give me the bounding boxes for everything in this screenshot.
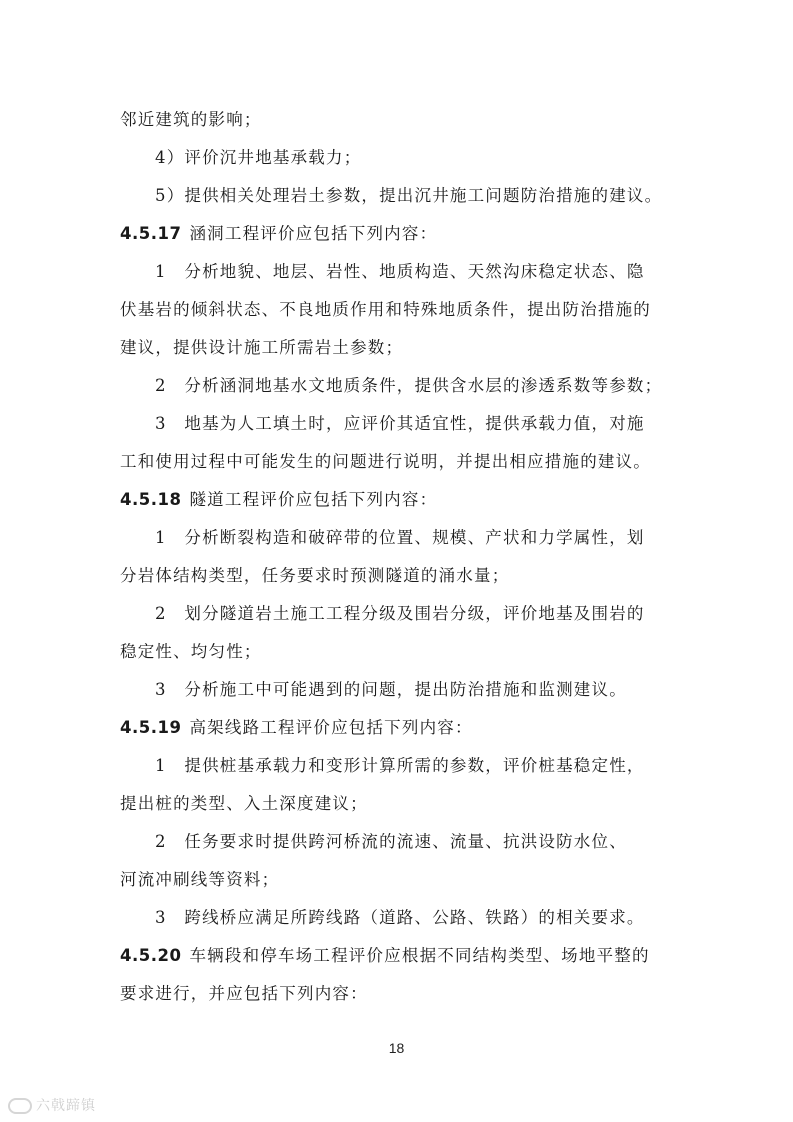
watermark-text: 六戟蹄镇 <box>36 1097 96 1113</box>
clause-title: 高架线路工程评价应包括下列内容： <box>189 718 473 737</box>
text-line: 邻近建筑的影响； <box>120 110 262 129</box>
clause-title: 隧道工程评价应包括下列内容： <box>189 490 438 509</box>
text-line: 5）提供相关处理岩土参数，提出沉井施工问题防治措施的建议。 <box>155 186 663 205</box>
watermark-logo-icon <box>8 1098 32 1114</box>
clause-title: 车辆段和停车场工程评价应根据不同结构类型、场地平整的 <box>189 946 650 965</box>
text-line: 2 分析涵洞地基水文地质条件，提供含水层的渗透系数等参数； <box>155 376 663 395</box>
clause-heading <box>120 488 680 512</box>
watermark <box>8 1095 96 1115</box>
text-line: 3 跨线桥应满足所跨线路（道路、公路、铁路）的相关要求。 <box>155 908 645 927</box>
clause-title: 涵洞工程评价应包括下列内容： <box>189 224 438 243</box>
text-line: 1 提供桩基承载力和变形计算所需的参数，评价桩基稳定性， <box>155 756 645 775</box>
text-line: 建议，提供设计施工所需岩土参数； <box>120 338 404 357</box>
text-line: 1 分析地貌、地层、岩性、地质构造、天然沟床稳定状态、隐 <box>155 262 645 281</box>
clause-number: 4.5.18 <box>120 490 182 509</box>
text-line: 提出桩的类型、入土深度建议； <box>120 794 368 813</box>
text-line: 1 分析断裂构造和破碎带的位置、规模、产状和力学属性，划 <box>155 528 645 547</box>
text-line: 伏基岩的倾斜状态、不良地质作用和特殊地质条件，提出防治措施的 <box>120 300 651 319</box>
clause-heading <box>120 222 680 246</box>
clause-heading <box>120 944 680 968</box>
page-number: 18 <box>388 1040 405 1056</box>
text-line: 稳定性、均匀性； <box>120 642 262 661</box>
text-line: 4）评价沉井地基承载力； <box>155 148 362 167</box>
clause-number: 4.5.17 <box>120 224 182 243</box>
text-line: 工和使用过程中可能发生的问题进行说明，并提出相应措施的建议。 <box>120 452 651 471</box>
text-line: 3 地基为人工填土时，应评价其适宜性，提供承载力值，对施 <box>155 414 645 433</box>
text-line: 要求进行，并应包括下列内容： <box>120 984 368 1003</box>
text-line: 2 任务要求时提供跨河桥流的流速、流量、抗洪设防水位、 <box>155 832 627 851</box>
text-line: 2 划分隧道岩土施工工程分级及围岩分级，评价地基及围岩的 <box>155 604 645 623</box>
clause-heading <box>120 716 680 740</box>
text-line: 河流冲刷线等资料； <box>120 870 280 889</box>
clause-number: 4.5.19 <box>120 718 182 737</box>
clause-number: 4.5.20 <box>120 946 182 965</box>
text-line: 分岩体结构类型，任务要求时预测隧道的涌水量； <box>120 566 510 585</box>
text-line: 3 分析施工中可能遇到的问题，提出防治措施和监测建议。 <box>155 680 627 699</box>
